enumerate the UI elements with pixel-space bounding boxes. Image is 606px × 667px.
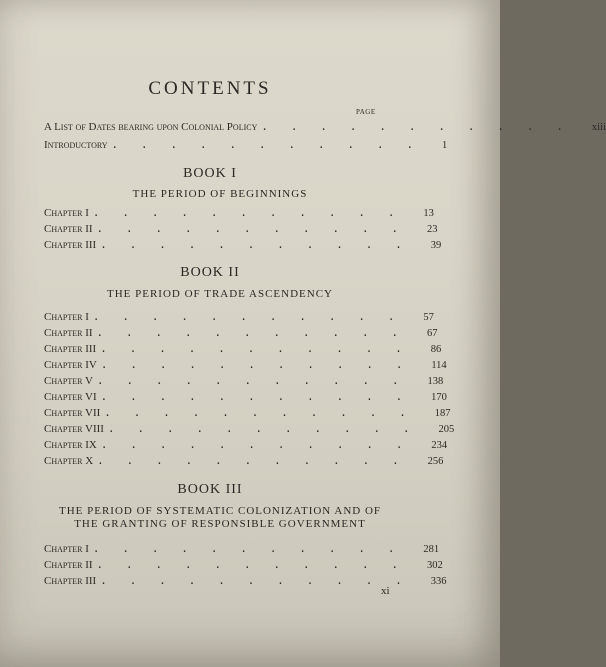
book-subtitle: THE PERIOD OF SYSTEMATIC COLONIZATION AND OF	[58, 505, 382, 517]
toc-entry-page: 302	[427, 560, 443, 571]
toc-entry-label: Chapter IX	[44, 439, 97, 451]
leader-dots: ...........	[98, 560, 424, 571]
toc-entry-label: Chapter III	[44, 575, 97, 587]
toc-entry	[44, 121, 606, 137]
toc-entry-label: A List of Dates bearing upon Colonial Policy	[44, 121, 258, 133]
toc-entry-label: Chapter I	[44, 311, 89, 323]
leader-dots: ...........	[102, 360, 428, 371]
leader-dots: ...........	[99, 456, 424, 467]
toc-entry-page: 1	[442, 140, 448, 151]
toc-entry-page: 170	[431, 392, 447, 403]
toc-entry-label: Chapter X	[44, 455, 94, 467]
book-subtitle: THE PERIOD OF BEGINNINGS	[132, 188, 308, 200]
leader-dots: ...........	[102, 392, 428, 403]
leader-dots: ...........	[94, 544, 420, 555]
toc-entry-page: 256	[427, 456, 444, 467]
leader-dots: ...........	[102, 344, 427, 355]
toc-entry-page: 114	[431, 360, 447, 371]
toc-entry	[44, 311, 434, 327]
toc-entry-page: 205	[438, 424, 455, 435]
toc-entry	[44, 139, 448, 155]
toc-entry-page: 67	[427, 328, 438, 339]
toc-entry-page: 138	[427, 376, 444, 387]
toc-entry-label: Chapter II	[44, 327, 93, 339]
toc-entry-page: 57	[423, 312, 434, 323]
toc-entry	[44, 239, 442, 255]
book-heading: BOOK I	[183, 166, 237, 181]
toc-entry	[44, 407, 451, 423]
leader-dots: ...........	[113, 140, 439, 151]
toc-entry	[44, 223, 438, 239]
toc-entry-label: Chapter II	[44, 559, 93, 571]
page-folio: xi	[381, 585, 390, 597]
toc-entry-label: Chapter IV	[44, 359, 97, 371]
toc-entry-label: Chapter I	[44, 543, 89, 555]
toc-entry	[44, 543, 440, 559]
toc-entry-page: 13	[423, 208, 434, 219]
book-subtitle: THE GRANTING OF RESPONSIBLE GOVERNMENT	[74, 518, 366, 530]
leader-dots: ...........	[102, 240, 427, 251]
toc-entry-label: Chapter III	[44, 343, 97, 355]
toc-entry	[44, 439, 448, 455]
book-heading: BOOK III	[177, 482, 243, 497]
leader-dots: ...........	[109, 424, 435, 435]
toc-entry	[44, 359, 447, 375]
leader-dots: ...........	[94, 312, 420, 323]
toc-entry	[44, 327, 438, 343]
leader-dots: ...........	[98, 328, 424, 339]
toc-entry	[44, 391, 447, 407]
leader-dots: ...........	[94, 208, 420, 219]
toc-entry-page: 234	[431, 440, 448, 451]
book-subtitle: THE PERIOD OF TRADE ASCENDENCY	[107, 288, 333, 300]
toc-entry-label: Chapter III	[44, 239, 97, 251]
leader-dots: ...........	[263, 122, 588, 133]
page-column-label: PAGE	[356, 108, 376, 116]
toc-entry-page: 281	[423, 544, 440, 555]
toc-entry-page: 336	[430, 576, 447, 587]
toc-entry-label: Introductory	[44, 139, 108, 151]
toc-entry	[44, 343, 442, 359]
toc-entry-page: 187	[434, 408, 451, 419]
leader-dots: ...........	[102, 576, 427, 587]
leader-dots: ...........	[106, 408, 431, 419]
leader-dots: ...........	[98, 376, 424, 387]
toc-entry-page: 39	[430, 240, 442, 251]
toc-entry	[44, 375, 444, 391]
toc-entry-page: 23	[427, 224, 438, 235]
page-title: CONTENTS	[148, 78, 272, 99]
toc-entry-label: Chapter VIII	[44, 423, 104, 435]
toc-entry-label: Chapter I	[44, 207, 89, 219]
toc-entry	[44, 423, 455, 439]
toc-entry	[44, 559, 443, 575]
toc-entry-label: Chapter VII	[44, 407, 101, 419]
leader-dots: ...........	[102, 440, 428, 451]
toc-entry	[44, 207, 434, 223]
leader-dots: ...........	[98, 224, 424, 235]
toc-entry-label: Chapter II	[44, 223, 93, 235]
toc-entry-page: 86	[430, 344, 442, 355]
toc-entry-label: Chapter V	[44, 375, 93, 387]
book-heading: BOOK II	[180, 265, 240, 280]
toc-entry-page: xiii	[591, 122, 606, 133]
toc-entry-label: Chapter VI	[44, 391, 97, 403]
toc-entry	[44, 455, 444, 471]
